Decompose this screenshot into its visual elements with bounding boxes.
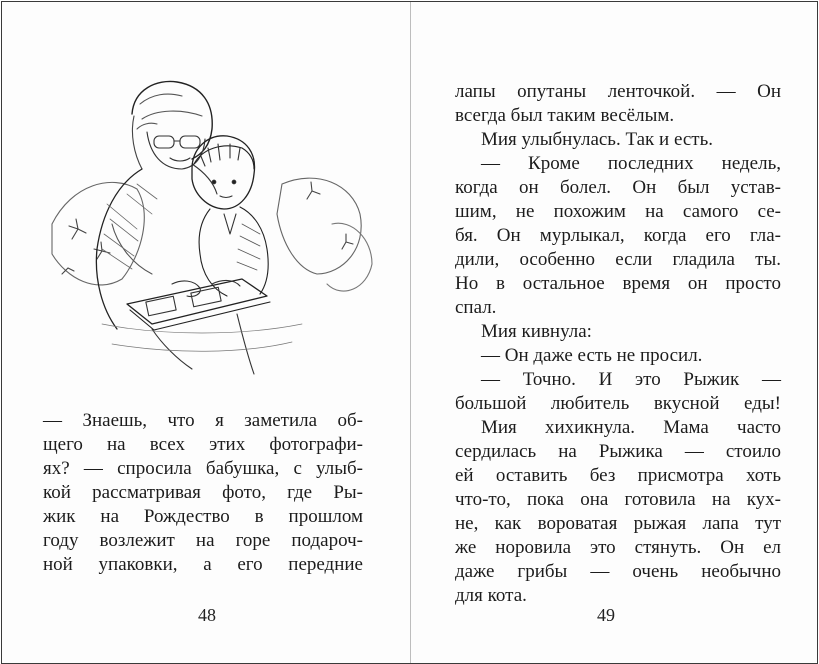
text-line: что-то, пока она готовила на кух- xyxy=(455,489,781,510)
text-line: кой рассматривая фото, где Ры- xyxy=(43,482,363,503)
text-line: жик на Рождество в прошлом xyxy=(43,506,363,527)
text-line: — Кроме последних недель, xyxy=(481,153,781,174)
illustration xyxy=(42,74,378,376)
text-line: щего на всех этих фотографи- xyxy=(43,434,363,455)
text-line: даже грибы — очень необычно xyxy=(455,561,781,582)
text-line: для кота. xyxy=(455,585,527,606)
text-line: Но в остальное время он просто xyxy=(455,273,781,294)
text-line: — Точно. И это Рыжик — xyxy=(481,369,781,390)
text-line: всегда был таким весёлым. xyxy=(455,105,675,126)
text-line: дили, особенно если гладила ты. xyxy=(455,249,781,270)
text-line: же норовила это стянуть. Он ел xyxy=(455,537,781,558)
text-line: — Он даже есть не просил. xyxy=(481,345,703,366)
book-spread xyxy=(1,1,818,664)
text-line: бя. Он мурлыкал, когда его гла- xyxy=(455,225,781,246)
left-page xyxy=(2,2,410,663)
text-line: ей оставить без присмотра хоть xyxy=(455,465,781,486)
text-line: Мия кивнула: xyxy=(481,321,592,342)
text-line: сердилась на Рыжика — стоило xyxy=(455,441,781,462)
text-line: когда он болел. Он был устав- xyxy=(455,177,781,198)
text-line: Мия улыбнулась. Так и есть. xyxy=(481,129,713,150)
page-number: 48 xyxy=(198,605,216,625)
text-line: большой любитель вкусной еды! xyxy=(455,393,781,414)
text-line: Мия хихикнула. Мама часто xyxy=(481,417,781,438)
text-line: лапы опутаны ленточкой. — Он xyxy=(455,81,781,102)
text-line: ях? — спросила бабушка, с улыб- xyxy=(43,458,363,479)
text-line: году возлежит на горе подароч- xyxy=(43,530,363,551)
page-number: 49 xyxy=(597,605,615,625)
text-line: спал. xyxy=(455,297,497,318)
right-page xyxy=(411,2,817,663)
text-line: — Знаешь, что я заметила об- xyxy=(43,410,363,431)
text-line: ной упаковки, а его передние xyxy=(43,554,363,575)
text-line: не, как вороватая рыжая лапа тут xyxy=(455,513,781,534)
text-line: шим, не похожим на самого се- xyxy=(455,201,781,222)
